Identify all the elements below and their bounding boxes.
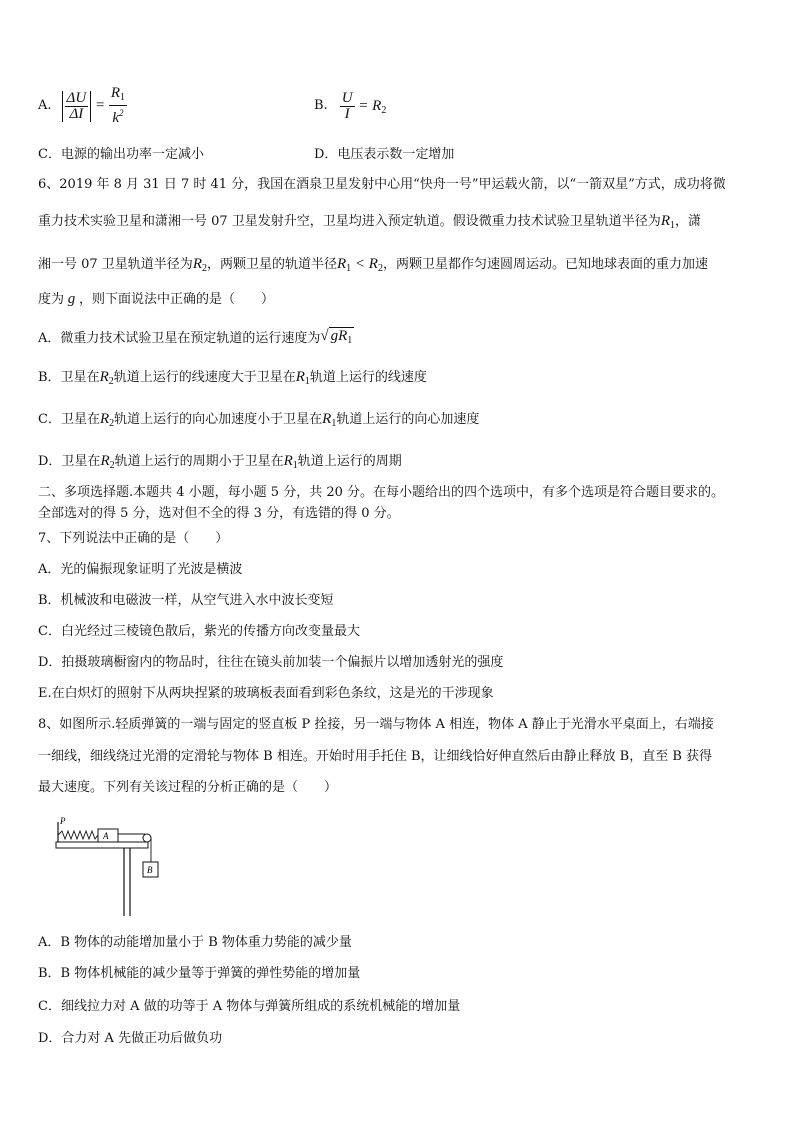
q6-option-a[interactable]: A．微重力技术试验卫星在预定轨道的运行速度为√ $gR_1$ bbox=[38, 328, 353, 346]
formula-b: $\frac{U}{I}$ = $R_2$ bbox=[341, 89, 387, 122]
q8-stem-line3: 最大速度。下列有关该过程的分析正确的是（ ） bbox=[38, 780, 338, 795]
text: C．卫星在 bbox=[38, 412, 100, 427]
text: ，潇 bbox=[674, 214, 701, 229]
text: 轨道上运行的线速度大于卫星在 bbox=[113, 370, 296, 385]
text: 轨道上运行的周期小于卫星在 bbox=[114, 454, 284, 469]
text: ，则下面说法中正确的是（ ） bbox=[79, 292, 275, 307]
section2-heading-line2: 全部选对的得 5 分，选对但不全的得 3 分，有选错的得 0 分。 bbox=[38, 506, 400, 521]
section2-heading-line1: 二、多项选择题.本题共 4 小题，每小题 5 分，共 20 分。在每小题给出的四个选项中，有多个选项是符合题目要求的。 bbox=[38, 485, 725, 500]
text: 轨道上运行的周期 bbox=[297, 454, 402, 469]
label-p: P bbox=[60, 816, 66, 826]
q6-stem-line4: 度为 g ，则下面说法中正确的是（ ） bbox=[38, 291, 275, 307]
text: 湘一号 07 卫星轨道半径为 bbox=[38, 257, 193, 272]
q7-option-a[interactable]: A．光的偏振现象证明了光波是横波 bbox=[38, 562, 243, 577]
pulley bbox=[143, 834, 151, 842]
q7-option-b[interactable]: B．机械波和电磁波一样，从空气进入水中波长变短 bbox=[38, 593, 334, 608]
q5-option-c[interactable]: C．电源的输出功率一定减小 bbox=[38, 147, 204, 162]
q7-option-e[interactable]: E.在白炽灯的照射下从两块捏紧的玻璃板表面看到彩色条纹，这是光的干涉现象 bbox=[38, 686, 494, 701]
q6-stem-line1: 6、2019 年 8 月 31 日 7 时 41 分，我国在酒泉卫星发射中心用“快舟一号”甲运载火箭，以“一箭双星”方式，成功将微 bbox=[38, 177, 726, 192]
formula-a: $\frac{\Delta U}{\Delta I}$ = $\frac{R_1}{k^2}$ bbox=[62, 86, 127, 126]
text: 轨道上运行的向心加速度 bbox=[336, 412, 480, 427]
q6-stem-line2: 重力技术实验卫星和潇湘一号 07 卫星发射升空，卫星均进入预定轨道。假设微重力技术试验卫星轨道半径为$R_1$，潇 bbox=[38, 213, 701, 231]
q7-stem: 7、下列说法中正确的是（ ） bbox=[38, 531, 229, 546]
q6-option-b[interactable]: B．卫星在$R_2$轨道上运行的线速度大于卫星在$R_1$轨道上运行的线速度 bbox=[38, 369, 427, 387]
text: A．微重力技术试验卫星在预定轨道的运行速度为 bbox=[38, 331, 321, 346]
q6-option-c[interactable]: C．卫星在$R_2$轨道上运行的向心加速度小于卫星在$R_1$轨道上运行的向心加速度 bbox=[38, 411, 480, 429]
q8-option-c[interactable]: C．细线拉力对 A 做的功等于 A 物体与弹簧所组成的系统机械能的增加量 bbox=[38, 999, 461, 1014]
option-label: B. bbox=[314, 98, 328, 113]
spring-block-pulley-diagram bbox=[48, 812, 168, 918]
table-top bbox=[56, 842, 148, 848]
text: ，两颗卫星的轨道半径 bbox=[206, 257, 337, 272]
q5-option-d[interactable]: D．电压表示数一定增加 bbox=[314, 147, 455, 162]
q8-option-d[interactable]: D．合力对 A 先做正功后做负功 bbox=[38, 1031, 223, 1046]
text: D．卫星在 bbox=[38, 454, 101, 469]
q5-option-b[interactable] bbox=[314, 86, 386, 126]
q5-option-a[interactable] bbox=[38, 86, 127, 126]
text: 轨道上运行的线速度 bbox=[309, 370, 427, 385]
q8-option-a[interactable]: A．B 物体的动能增加量小于 B 物体重力势能的减少量 bbox=[38, 935, 352, 950]
option-label: A. bbox=[38, 98, 52, 113]
text: ，两颗卫星都作匀速圆周运动。已知地球表面的重力加速 bbox=[382, 257, 708, 272]
text: 重力技术实验卫星和潇湘一号 07 卫星发射升空，卫星均进入预定轨道。假设微重力技术试验卫星轨道半径为 bbox=[38, 214, 661, 229]
label-b: B bbox=[147, 865, 153, 875]
q7-option-d[interactable]: D．拍摄玻璃橱窗内的物品时，往往在镜头前加装一个偏振片以增加透射光的强度 bbox=[38, 655, 504, 670]
q8-stem-line2: 一细线，细线绕过光滑的定滑轮与物体 B 相连。开始时用手托住 B，让细线恰好伸直然后由静止释放 B，直至 B 获得 bbox=[38, 749, 713, 764]
text: 轨道上运行的向心加速度小于卫星在 bbox=[114, 412, 323, 427]
q6-stem-line3: 湘一号 07 卫星轨道半径为$R_2$，两颗卫星的轨道半径$R_1 < R_2$，两颗卫星都作匀速圆周运动。已知地球表面的重力加速 bbox=[38, 256, 708, 274]
text: B．卫星在 bbox=[38, 370, 100, 385]
text: 度为 bbox=[38, 292, 65, 307]
q7-option-c[interactable]: C．白光经过三棱镜色散后，紫光的传播方向改变量最大 bbox=[38, 624, 360, 639]
spring bbox=[58, 831, 98, 839]
q6-option-d[interactable]: D．卫星在$R_2$轨道上运行的周期小于卫星在$R_1$轨道上运行的周期 bbox=[38, 453, 402, 471]
label-a: A bbox=[103, 831, 109, 841]
q8-stem-line1: 8、如图所示.轻质弹簧的一端与固定的竖直板 P 拴接，另一端与物体 A 相连，物体 A 静止于光滑水平桌面上，右端接 bbox=[38, 717, 714, 732]
q8-option-b[interactable]: B．B 物体机械能的减少量等于弹簧的弹性势能的增加量 bbox=[38, 966, 361, 981]
